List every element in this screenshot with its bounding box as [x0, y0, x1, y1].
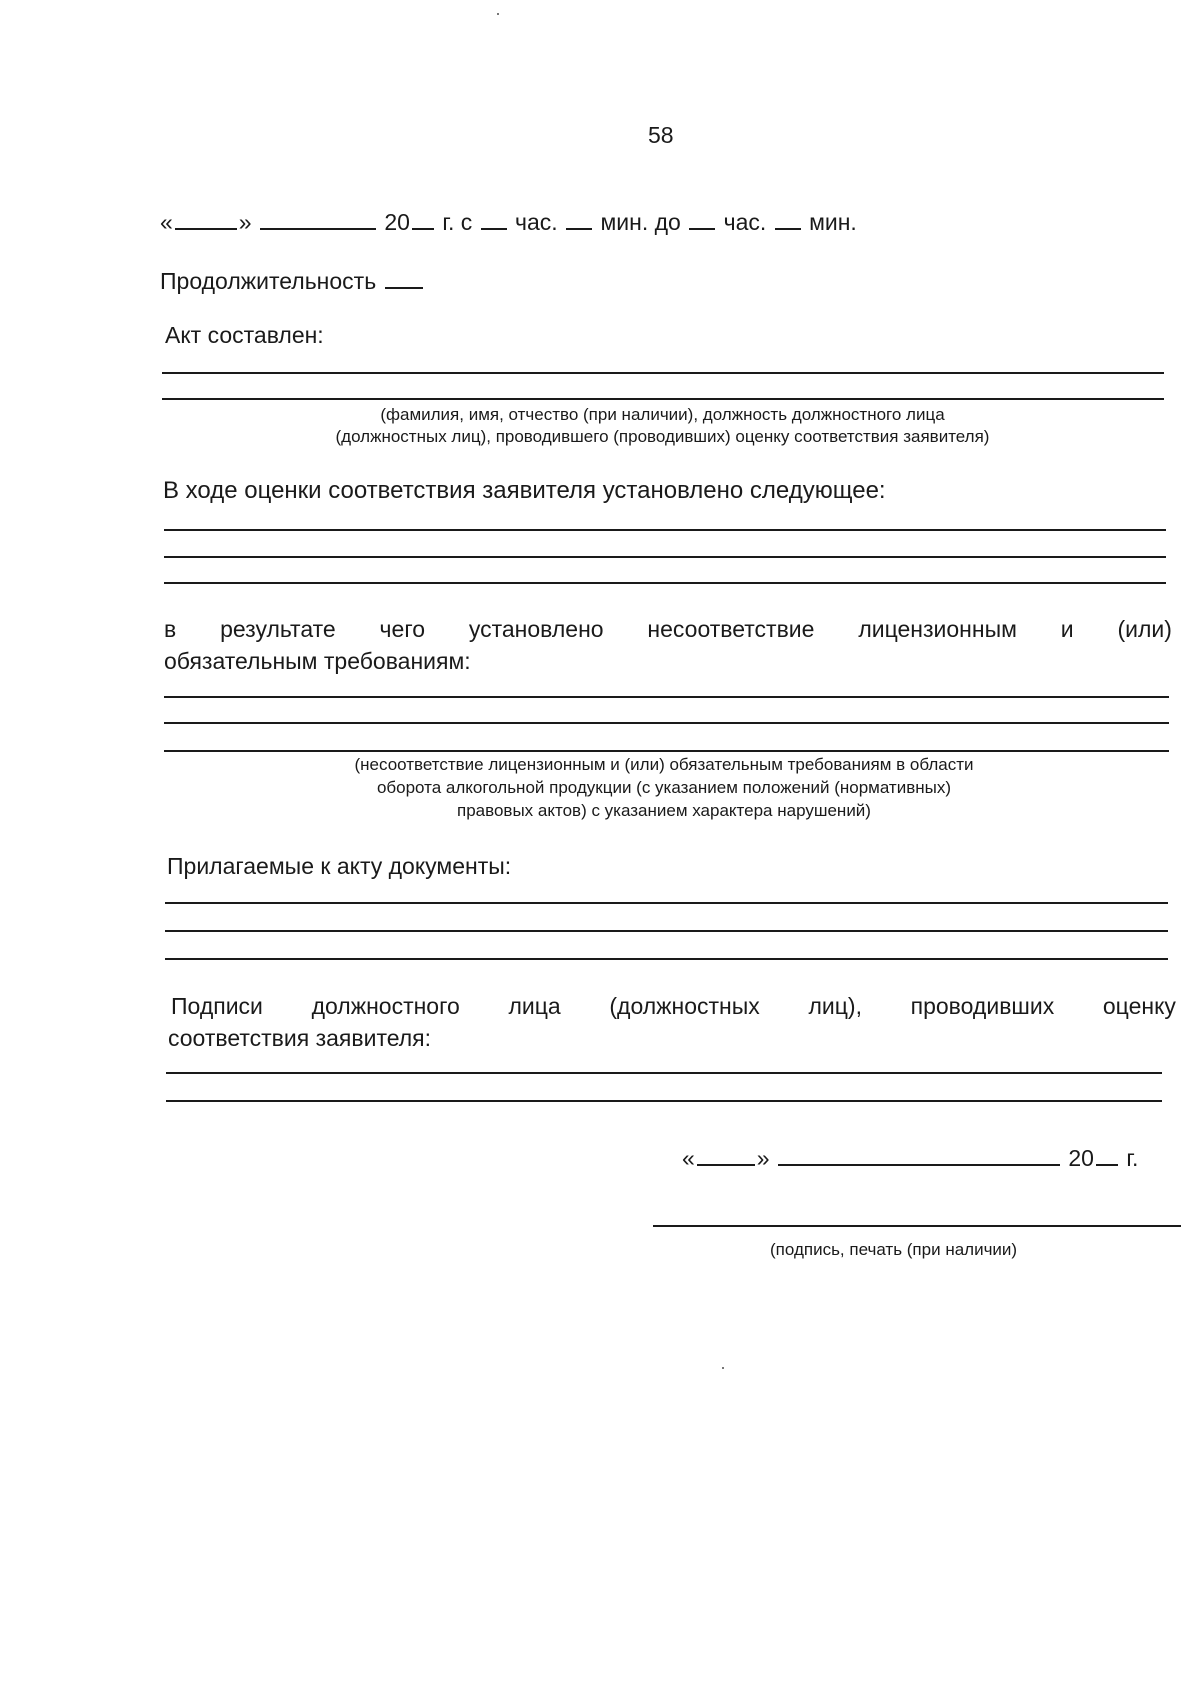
- signatures-line-1: [171, 993, 1176, 1020]
- hour-label-2: час.: [723, 209, 767, 235]
- day-blank: [697, 1142, 755, 1166]
- start-min-blank: [566, 206, 592, 230]
- findings-line-2: [164, 556, 1166, 558]
- g-label: г.: [1126, 1145, 1139, 1171]
- signature-caption: (подпись, печать (при наличии): [770, 1240, 1018, 1259]
- signatures-word: лица: [508, 993, 561, 1019]
- result-word: в: [164, 616, 177, 642]
- result-word: и: [1060, 616, 1074, 642]
- signatures-blank-1: [166, 1072, 1162, 1074]
- open-quote: «: [682, 1145, 695, 1171]
- attached-label: Прилагаемые к акту документы:: [167, 853, 512, 879]
- year-blank: [412, 206, 434, 230]
- day-blank: [175, 206, 237, 230]
- end-hour-blank: [689, 206, 715, 230]
- end-min-blank: [775, 206, 801, 230]
- findings-label: В ходе оценки соответствия заявителя установлено следующее:: [163, 477, 886, 504]
- bottom-date-line: [682, 1142, 1138, 1172]
- close-quote: »: [756, 1145, 770, 1171]
- act-caption-1: (фамилия, имя, отчество (при наличии), должность должностного лица: [380, 405, 945, 424]
- signatures-word: должностного: [311, 993, 460, 1019]
- act-label: Акт составлен:: [165, 322, 324, 348]
- year-prefix: 20: [384, 209, 410, 235]
- attached-line-1: [165, 902, 1168, 904]
- page-number: 58: [648, 122, 674, 148]
- act-caption-2: (должностных лиц), проводившего (проводивших) оценку соответствия заявителя): [335, 427, 990, 446]
- signatures-word: (должностных: [609, 993, 760, 1019]
- start-hour-blank: [481, 206, 507, 230]
- result-line-1: [164, 616, 1172, 643]
- min-label: мин.: [809, 209, 857, 235]
- open-quote: «: [160, 209, 173, 235]
- signatures-blank-2: [166, 1100, 1162, 1102]
- year-blank: [1096, 1142, 1118, 1166]
- result-word: лицензионным: [858, 616, 1017, 642]
- signatures-line-2: соответствия заявителя:: [168, 1025, 432, 1051]
- result-word: результате: [220, 616, 336, 642]
- result-line-blank-3: [164, 750, 1169, 752]
- result-line-2: обязательным требованиям:: [164, 648, 471, 674]
- result-word: (или): [1117, 616, 1172, 642]
- duration-label: Продолжительность: [160, 268, 377, 294]
- signatures-word: лиц),: [808, 993, 862, 1019]
- min-do-label: мин. до: [600, 209, 681, 235]
- attached-line-2: [165, 930, 1168, 932]
- duration-line: [160, 265, 425, 295]
- result-word: чего: [379, 616, 425, 642]
- duration-blank: [385, 265, 423, 289]
- month-blank: [778, 1142, 1060, 1166]
- month-blank: [260, 206, 376, 230]
- close-quote: »: [238, 209, 252, 235]
- signatures-word: проводивших: [910, 993, 1055, 1019]
- signatures-word: Подписи: [171, 993, 263, 1019]
- scan-speck: [722, 1367, 724, 1369]
- year-prefix: 20: [1068, 1145, 1094, 1171]
- result-caption-1: (несоответствие лицензионным и (или) обязательным требованиям в области: [354, 755, 974, 774]
- scan-speck: [497, 13, 499, 15]
- act-line-2: [162, 398, 1164, 400]
- attached-line-3: [165, 958, 1168, 960]
- result-line-blank-2: [164, 722, 1169, 724]
- result-line-blank-1: [164, 696, 1169, 698]
- hour-label: час.: [515, 209, 558, 235]
- signature-line: [653, 1225, 1181, 1227]
- signatures-word: оценку: [1102, 993, 1176, 1019]
- g-s-label: г. с: [442, 209, 473, 235]
- date-time-line: [160, 206, 857, 236]
- result-caption-3: правовых актов) с указанием характера нарушений): [457, 801, 871, 820]
- act-line-1: [162, 372, 1164, 374]
- findings-line-3: [164, 582, 1166, 584]
- result-word: несоответствие: [647, 616, 815, 642]
- result-word: установлено: [468, 616, 604, 642]
- result-caption-2: оборота алкогольной продукции (с указанием положений (нормативных): [376, 778, 952, 797]
- findings-line-1: [164, 529, 1166, 531]
